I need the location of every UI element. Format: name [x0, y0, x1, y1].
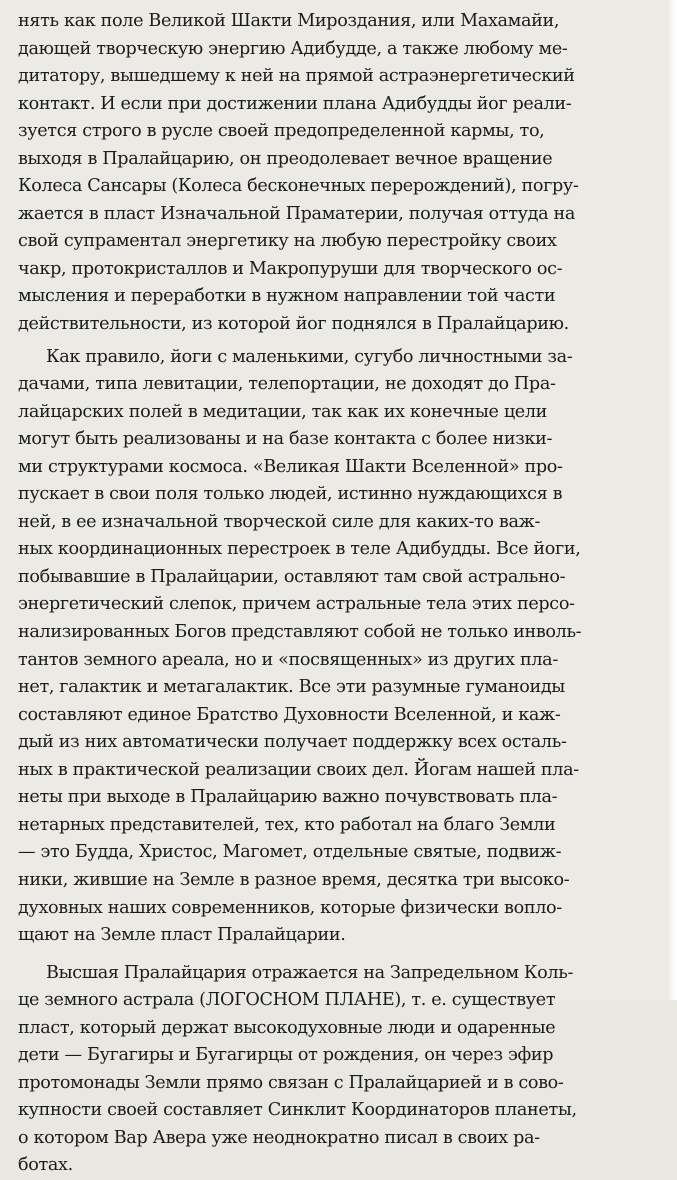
- page-edge: [669, 0, 677, 1000]
- text-line: пускает в свои поля только людей, истинно нуждающихся в: [18, 484, 563, 505]
- text-line: могут быть реализованы и на базе контакта с более низки-: [18, 429, 553, 450]
- text-line: духовных наших современников, которые физически вопло-: [18, 897, 562, 918]
- text-line: купности своей составляет Синклит Координаторов планеты,: [18, 1100, 577, 1121]
- text-line: — это Будда, Христос, Магомет, отдельные святые, подвиж-: [18, 842, 562, 863]
- text-line: дый из них автоматически получает поддержку всех осталь-: [18, 732, 567, 753]
- text-line: мысления и переработки в нужном направлении той части: [18, 286, 556, 307]
- text-line: побывавшие в Пралайцарии, оставляют там свой астрально-: [18, 566, 566, 587]
- text-line: щают на Земле пласт Пралайцарии.: [18, 925, 346, 946]
- text-line: выходя в Пралайцарию, он преодолевает вечное вращение: [18, 148, 553, 169]
- text-line: о котором Вар Авера уже неоднократно писал в своих ра-: [18, 1127, 540, 1148]
- text-line: лайцарских полей в медитации, так как их конечные цели: [18, 401, 548, 422]
- text-line: це земного астрала (ЛОГОСНОМ ПЛАНЕ), т. е. существует: [18, 990, 556, 1011]
- text-line: дающей творческую энергию Адибудде, а также любому ме-: [18, 38, 568, 59]
- text-line: Колеса Сансары (Колеса бесконечных перерождений), погру-: [18, 176, 579, 197]
- text-line: составляют единое Братство Духовности Вселенной, и каж-: [18, 704, 561, 725]
- text-line: неты при выходе в Пралайцарию важно почувствовать пла-: [18, 787, 558, 808]
- text-line: нет, галактик и метагалактик. Все эти разумные гуманоиды: [18, 677, 565, 698]
- text-line: нять как поле Великой Шакти Мироздания, или Махамайи,: [18, 11, 560, 31]
- text-line: жается в пласт Изначальной Праматерии, получая оттуда на: [18, 203, 576, 224]
- text-line: пласт, который держат высокодуховные люди и одаренные: [18, 1017, 556, 1038]
- text-line: нетарных представителей, тех, кто работал на благо Земли: [18, 814, 556, 835]
- text-line: свой супраментал энергетику на любую перестройку своих: [18, 231, 557, 252]
- text-line: дети — Бугагиры и Бугагирцы от рождения, он через эфир: [18, 1045, 554, 1066]
- text-line: ботах.: [18, 1155, 73, 1176]
- text-line: ных в практической реализации своих дел. Йогам нашей пла-: [18, 759, 579, 780]
- paragraph-1: [18, 8, 661, 339]
- text-line: зуется строго в русле своей предопределенной кармы, то,: [18, 121, 545, 142]
- paragraph-2: [18, 344, 661, 950]
- paragraph-3: [18, 960, 661, 1180]
- text-line: ней, в ее изначальной творческой силе для каких-то важ-: [18, 511, 541, 532]
- text-line: Как правило, йоги с маленькими, сугубо личностными за-: [46, 346, 573, 367]
- text-line: дачами, типа левитации, телепортации, не доходят до Пра-: [18, 374, 556, 395]
- text-line: протомонады Земли прямо связан с Пралайцарией и в сово-: [18, 1072, 564, 1093]
- text-line: дитатору, вышедшему к ней на прямой астраэнергетический: [18, 66, 575, 87]
- text-line: действительности, из которой йог поднялся в Пралайцарию.: [18, 314, 569, 335]
- text-line: ми структурами космоса. «Великая Шакти Вселенной» про-: [18, 456, 563, 477]
- text-line: тантов земного ареала, но и «посвященных» из других пла-: [18, 649, 558, 670]
- text-line: энергетический слепок, причем астральные тела этих персо-: [18, 594, 575, 615]
- text-line: чакр, протокристаллов и Макропуруши для творческого ос-: [18, 258, 563, 279]
- text-line: ных координационных перестроек в теле Адибудды. Все йоги,: [18, 539, 581, 560]
- text-line: контакт. И если при достижении плана Адибудды йог реали-: [18, 93, 572, 114]
- text-line: ники, жившие на Земле в разное время, десятка три высоко-: [18, 869, 570, 890]
- text-line: нализированных Богов представляют собой не только инволь-: [18, 622, 582, 643]
- text-line: Высшая Пралайцария отражается на Запредельном Коль-: [46, 962, 574, 983]
